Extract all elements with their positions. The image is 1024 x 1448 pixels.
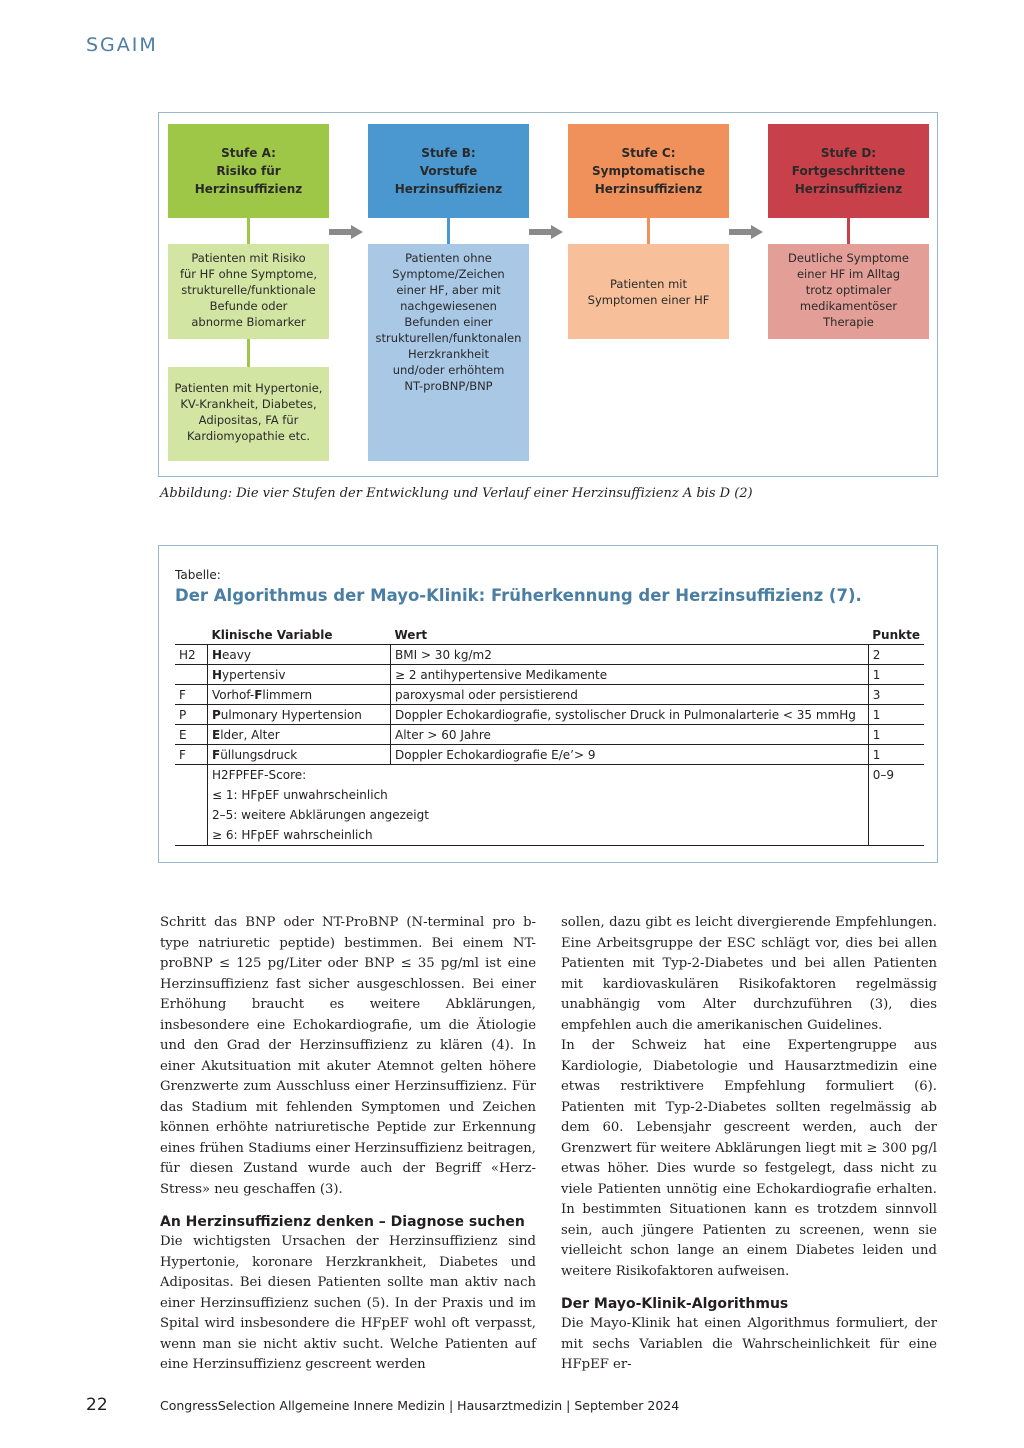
row-code: H2 [175, 645, 208, 665]
table-panel [158, 545, 938, 863]
desc-line: Patienten mit Hypertonie, [174, 381, 323, 395]
desc-line: Symptome/Zeichen [392, 267, 505, 281]
variable-initial: H [212, 667, 223, 682]
stage-b-header [368, 124, 529, 218]
row-value: BMI > 30 kg/m2 [391, 645, 869, 665]
stage-a-line: Risiko für [216, 164, 281, 178]
desc-line: strukturelle/funktionale [181, 283, 316, 297]
desc-line: und/oder erhöhtem [392, 363, 505, 377]
stages-figure [158, 112, 938, 477]
desc-line: trotz optimaler [805, 283, 892, 297]
desc-line: einer HF im Alltag [796, 267, 901, 281]
score-row [175, 765, 924, 846]
table-header-cell: Punkte [868, 625, 924, 645]
table-row [175, 725, 924, 745]
table-label: Tabelle: [175, 568, 221, 582]
row-variable [208, 745, 391, 765]
paragraph: In der Schweiz hat eine Expertengruppe aus Kardiologie, Diabetologie und Hausarztmedizin eine etwas restriktivere Empfehlung formuliert (6). Patienten mit Typ-2-Diabetes sollten regelmässig ab dem 60. Lebensjahr gescreent werden, auch der Grenzwert für weitere Abklärungen liegt mit ≥ 300 pg/l etwas höher. Dies wurde so festgelegt, dass nicht zu viele Patienten unnötig eine Echokardiografie erhalten. In bestimmten Situationen kann es trotzdem sinnvoll sein, auch jüngere Patienten zu screenen, wenn sie vielleicht schon lange an einem Diabetes leiden und weitere Risikofaktoren aufweisen. [561, 1038, 937, 1279]
desc-line: Patienten mit [610, 276, 687, 291]
row-points: 1 [868, 725, 924, 745]
table-header-cell: Wert [391, 625, 869, 645]
page-number: 22 [86, 1395, 108, 1415]
arrow-right-icon [729, 225, 763, 239]
desc-line: Patienten ohne [405, 251, 492, 265]
arrow-right-icon [329, 225, 363, 239]
variable-rest: eavy [222, 647, 251, 662]
article-column-left [160, 913, 536, 1376]
desc-line: Befunde oder [209, 299, 288, 313]
stage-b-line: Herzinsuffizienz [394, 182, 503, 196]
desc-line: einer HF, aber mit [396, 283, 501, 297]
row-points: 2 [868, 645, 924, 665]
stage-c-description [568, 244, 729, 339]
table-row [175, 645, 924, 665]
stage-c-line: Symptomatische [592, 164, 705, 178]
connector-line [247, 218, 250, 244]
connector-line [847, 218, 850, 244]
row-value: Alter > 60 Jahre [391, 725, 869, 745]
table-header-cell: Klinische Variable [208, 625, 391, 645]
table-row [175, 705, 924, 725]
stage-d-line: Stufe D: [820, 146, 877, 160]
variable-initial: E [212, 727, 221, 742]
row-value: Doppler Echokardiografie, systolischer Druck in Pulmonalarterie < 35 mmHg [391, 705, 869, 725]
row-value: paroxysmal oder persistierend [391, 685, 869, 705]
row-points: 1 [868, 745, 924, 765]
row-value: Doppler Echokardiografie E/e’> 9 [391, 745, 869, 765]
desc-line: Adipositas, FA für [198, 413, 299, 427]
table-header-row [175, 625, 924, 645]
table-row [175, 745, 924, 765]
row-value: ≥ 2 antihypertensive Medikamente [391, 665, 869, 685]
row-variable [208, 665, 391, 685]
stage-a-header [168, 124, 329, 218]
desc-line: Deutliche Symptome [788, 251, 909, 265]
paragraph: Die wichtigsten Ursachen der Herzinsuffizienz sind Hypertonie, koronare Herzkrankheit, Diabetes und Adipositas. Bei diesen Patienten sollte man aktiv nach einer Herzinsuffizienz suchen (5). In der Praxis und im Spital wird insbesondere die HFpEF wohl oft verpasst, wenn man sie nicht aktiv sucht. Welche Patienten auf eine Herzinsuffizienz gescreent werden [160, 1234, 536, 1372]
desc-line: strukturellen/funktonalen [375, 331, 522, 345]
row-variable [208, 725, 391, 745]
table-title: Der Algorithmus der Mayo-Klinik: Früherkennung der Herzinsuffizienz (7). [175, 586, 862, 605]
desc-line: Kardiomyopathie etc. [186, 429, 311, 443]
row-code: F [175, 685, 208, 705]
row-variable [208, 705, 391, 725]
desc-line: KV-Krankheit, Diabetes, [180, 397, 317, 411]
stage-b-description [368, 244, 529, 461]
variable-rest: limmern [262, 687, 313, 702]
desc-line: nachgewiesenen [400, 299, 497, 313]
score-line: H2FPFEF-Score: [212, 768, 307, 782]
desc-line: medikamentöser [799, 299, 898, 313]
desc-line: Symptomen einer HF [587, 292, 710, 307]
row-variable [208, 685, 391, 705]
variable-rest: lder, Alter [220, 727, 280, 742]
row-code [175, 765, 208, 846]
row-code: E [175, 725, 208, 745]
stage-a-line: Stufe A: [221, 146, 276, 160]
desc-line: für HF ohne Symptome, [179, 267, 318, 281]
desc-line: Therapie [823, 315, 874, 329]
row-variable [208, 645, 391, 665]
stage-d-header [768, 124, 929, 218]
mayo-table [175, 625, 924, 846]
stage-d-line: Herzinsuffizienz [794, 182, 903, 196]
variable-initial: P [212, 707, 221, 722]
variable-initial: F [254, 687, 263, 702]
stage-a-line: Herzinsuffizienz [194, 182, 303, 196]
variable-rest: Vorhof- [212, 687, 255, 702]
arrow-right-icon [529, 225, 563, 239]
stage-c-header [568, 124, 729, 218]
brand-logo: SGAIM [86, 34, 158, 56]
score-line: 2–5: weitere Abklärungen angezeigt [212, 808, 429, 822]
score-points: 0–9 [868, 765, 924, 846]
stage-b-line: Stufe B: [421, 146, 476, 160]
score-description [208, 765, 869, 846]
row-code: P [175, 705, 208, 725]
stage-a-description [168, 244, 329, 339]
stage-a-examples [168, 367, 329, 461]
footer-publication: CongressSelection Allgemeine Innere Medizin | Hausarztmedizin | September 2024 [160, 1398, 680, 1413]
desc-line: NT-proBNP/BNP [404, 379, 493, 393]
variable-rest: üllungsdruck [220, 747, 298, 762]
row-points: 1 [868, 705, 924, 725]
stage-c-line: Stufe C: [621, 146, 676, 160]
row-code [175, 665, 208, 685]
desc-line: Patienten mit Risiko [191, 251, 306, 265]
variable-initial: F [212, 747, 221, 762]
table-row [175, 665, 924, 685]
table-row [175, 685, 924, 705]
stage-c-line: Herzinsuffizienz [594, 182, 703, 196]
table-header-cell [175, 625, 208, 645]
desc-line: Herzkrankheit [408, 347, 489, 361]
paragraph: Schritt das BNP oder NT-ProBNP (N-terminal pro b-type natriuretic peptide) bestimmen. Bei einem NT-proBNP ≤ 125 pg/Liter oder BNP ≤ 35 pg/ml ist eine Herzinsuffizienz fast sicher ausgeschlossen. Bei einer Erhöhung braucht es weitere Abklärungen, insbesondere eine Echokardiografie, um die Ätiologie und den Grad der Herzinsuffizienz zu klären (4). In einer Akutsituation mit akuter Atemnot gelten höhere Grenzwerte zum Ausschluss einer Herzinsuffizienz. Für das Stadium mit fehlenden Symptomen und Zeichen können erhöhte natriuretische Peptide zur Erkennung eines frühen Stadiums einer Herzinsuffizienz beitragen, für diesen Zustand wurde auch der Begriff «Herz-Stress» neu geschaffen (3). [160, 915, 536, 1197]
paragraph: sollen, dazu gibt es leicht divergierende Empfehlungen. Eine Arbeitsgruppe der ESC schlägt vor, dies bei allen Patienten mit Typ-2-Diabetes und bei allen Patienten mit kardiovaskulären Risikofaktoren regelmässig unabhängig vom Alter durchzuführen (3), dies empfehlen auch die amerikanischen Guidelines. [561, 915, 937, 1033]
article-column-right [561, 913, 937, 1376]
row-code: F [175, 745, 208, 765]
desc-line: abnorme Biomarker [191, 315, 306, 329]
stage-d-description [768, 244, 929, 339]
row-points: 1 [868, 665, 924, 685]
score-line: ≤ 1: HFpEF unwahrscheinlich [212, 788, 388, 802]
connector-line [647, 218, 650, 244]
paragraph: Die Mayo-Klinik hat einen Algorithmus formuliert, der mit sechs Variablen die Wahrscheinlichkeit für eine HFpEF er- [561, 1316, 937, 1372]
row-points: 3 [868, 685, 924, 705]
stage-b-line: Vorstufe [419, 164, 478, 178]
stage-d-line: Fortgeschrittene [791, 164, 906, 178]
section-heading: An Herzinsuffizienz denken – Diagnose suchen [160, 1214, 525, 1230]
connector-line [247, 339, 250, 367]
variable-initial: H [212, 647, 223, 662]
desc-line: Befunden einer [404, 315, 493, 329]
variable-rest: ulmonary Hypertension [220, 707, 362, 722]
connector-line [447, 218, 450, 244]
section-heading: Der Mayo-Klinik-Algorithmus [561, 1296, 789, 1312]
figure-caption: Abbildung: Die vier Stufen der Entwicklung und Verlauf einer Herzinsuffizienz A bis D (2) [160, 486, 753, 501]
score-line: ≥ 6: HFpEF wahrscheinlich [212, 828, 373, 842]
variable-rest: ypertensiv [222, 667, 286, 682]
